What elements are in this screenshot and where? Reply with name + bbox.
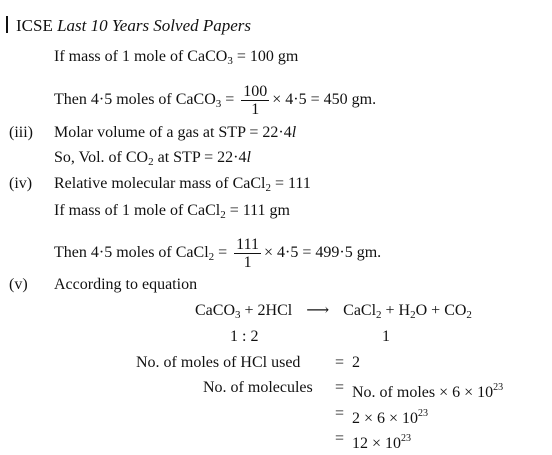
mass-caco3-line: If mass of 1 mole of CaCO$_3$ = 100 gm — [54, 48, 299, 67]
reaction-arrow: ⟶ — [306, 302, 330, 319]
molecules-formula: No. of moles × $6 \times 10^{23}$ — [352, 382, 504, 401]
header-book-series: ICSE — [16, 16, 53, 35]
molecules-equals: = — [335, 379, 345, 396]
mole-ratio-product: 1 — [382, 328, 390, 345]
relative-mass-cacl2-line: Relative molecular mass of CaCl$_2$ = 111 — [54, 175, 311, 194]
fraction-100-over-1: $\frac{100}{1}$ — [243, 83, 268, 118]
step2-equals: = — [335, 405, 345, 422]
moles-cacl2-calculation: Then 4·5 moles of CaCl$_2$ = $\frac{111}{1}$ × 4·5 = 499·5 gm. — [54, 236, 382, 271]
moles-hcl-label: No. of moles of HCl used — [136, 354, 301, 371]
step3-value: $12 \times 10^{23}$ — [352, 433, 412, 452]
step3-equals: = — [335, 430, 345, 447]
vol-co2-line: So, Vol. of $CO_2$ at STP = 22·4l — [54, 149, 251, 168]
moles-hcl-equals: = — [335, 354, 345, 371]
step2-value: $2 \times 6 \times 10^{23}$ — [352, 408, 429, 427]
header-book-title: Last 10 Years Solved Papers — [57, 16, 252, 35]
fraction-111-over-1: $\frac{111}{1}$ — [236, 236, 259, 271]
label-iii: (iii) — [9, 124, 33, 141]
moles-caco3-calculation: Then 4·5 moles of CaCO$_3$ = $\frac{100}{1}$ × 4·5 = 450 gm. — [54, 83, 377, 118]
moles-hcl-value: 2 — [352, 354, 360, 371]
page-header — [6, 16, 251, 36]
molar-volume-line: Molar volume of a gas at STP = 22·4l — [54, 124, 297, 141]
mass-cacl2-line: If mass of 1 mole of CaCl$_2$ = 111 gm — [54, 202, 290, 221]
molecules-label: No. of molecules — [203, 379, 313, 396]
mole-ratio: 1 : 2 — [230, 328, 259, 345]
label-iv: (iv) — [9, 175, 33, 192]
label-v: (v) — [9, 276, 28, 293]
header-rule — [6, 16, 8, 33]
according-to-equation: According to equation — [54, 276, 198, 293]
chemical-equation: CaCO$_3$ + 2HCl ⟶ CaCl$_2$ + $H_2O + CO_2$ — [195, 302, 472, 321]
